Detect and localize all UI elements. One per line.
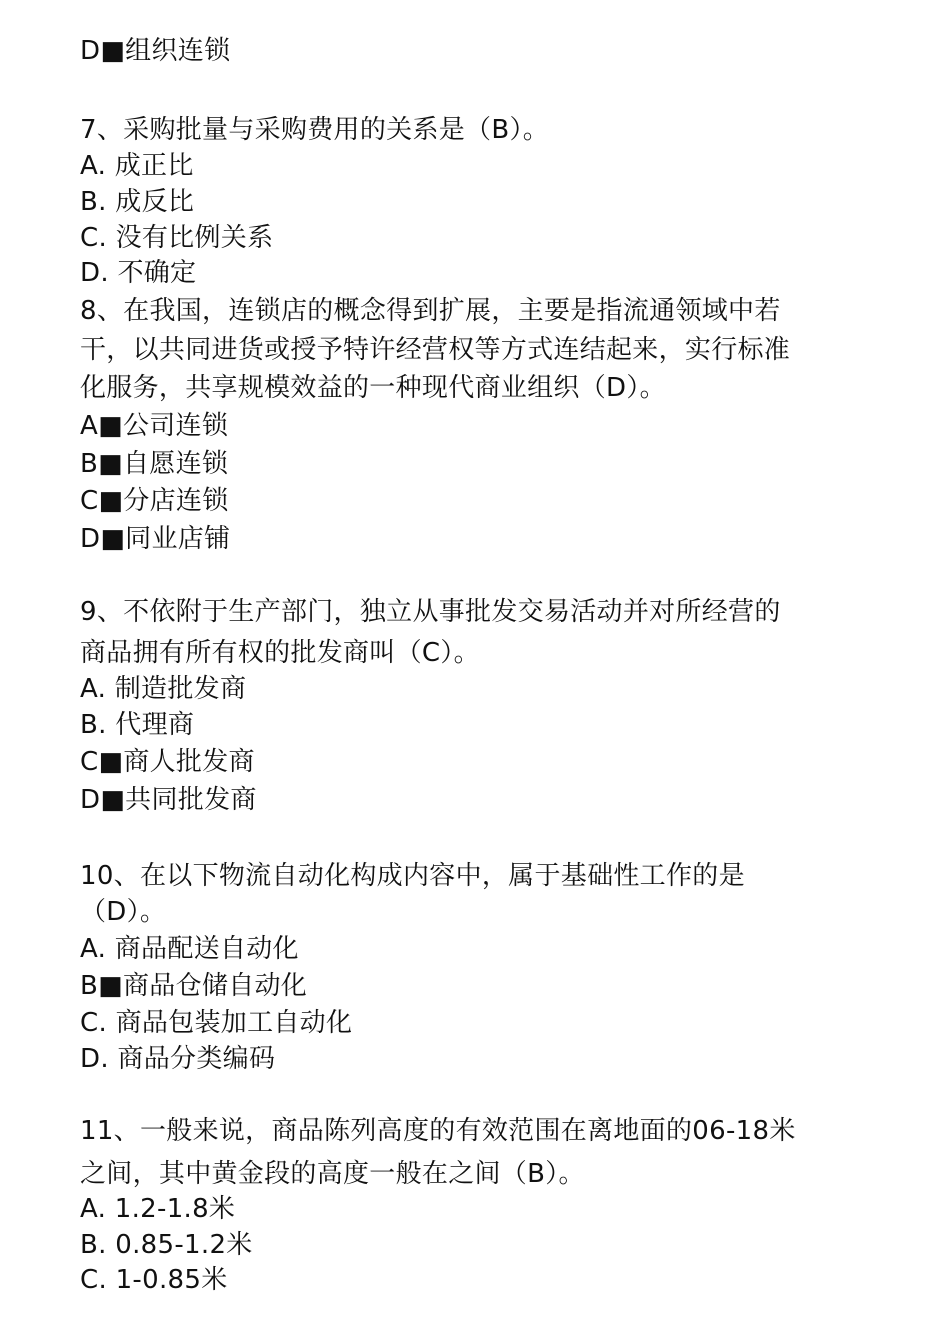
q9-option-d: D■共同批发商 [80,785,257,815]
q8-question-line-1: 8、在我国，连锁店的概念得到扩展，主要是指流通领域中若 [80,296,781,326]
q7-question: 7、采购批量与采购费用的关系是（B）。 [80,115,550,145]
q11-question-line-2: 之间，其中黄金段的高度一般在之间（B）。 [80,1159,585,1189]
q10-option-c: C. 商品包装加工自动化 [80,1008,353,1038]
q10-option-a: A. 商品配送自动化 [80,934,299,964]
q7-option-b: B. 成反比 [80,187,195,217]
q10-question-line-2: （D）。 [80,897,167,927]
q8-option-c: C■分店连锁 [80,486,229,516]
q11-question-line-1: 11、一般来说，商品陈列高度的有效范围在离地面的06-18米 [80,1116,796,1146]
q7-option-c: C. 没有比例关系 [80,223,274,253]
q9-option-b: B. 代理商 [80,710,195,740]
q9-question-line-1: 9、不依附于生产部门，独立从事批发交易活动并对所经营的 [80,597,781,627]
q11-option-a: A. 1.2-1.8米 [80,1194,236,1224]
q8-option-d: D■同业店铺 [80,524,231,554]
q9-question-line-2: 商品拥有所有权的批发商叫（C）。 [80,638,480,668]
q11-option-b: B. 0.85-1.2米 [80,1230,253,1260]
q10-option-d: D. 商品分类编码 [80,1044,276,1074]
q6-option-d: D■组织连锁 [80,36,231,66]
q11-option-c: C. 1-0.85米 [80,1265,228,1295]
q8-question-line-3: 化服务，共享规模效益的一种现代商业组织（D）。 [80,373,666,403]
q8-option-b: B■自愿连锁 [80,449,229,479]
q7-option-d: D. 不确定 [80,258,197,288]
q8-option-a: A■公司连锁 [80,411,229,441]
q8-question-line-2: 干，以共同进货或授予特许经营权等方式连结起来，实行标准 [80,335,791,365]
q9-option-c: C■商人批发商 [80,747,255,777]
q9-option-a: A. 制造批发商 [80,674,247,704]
q7-option-a: A. 成正比 [80,151,194,181]
q10-question-line-1: 10、在以下物流自动化构成内容中，属于基础性工作的是 [80,861,745,891]
q10-option-b: B■商品仓储自动化 [80,971,308,1001]
